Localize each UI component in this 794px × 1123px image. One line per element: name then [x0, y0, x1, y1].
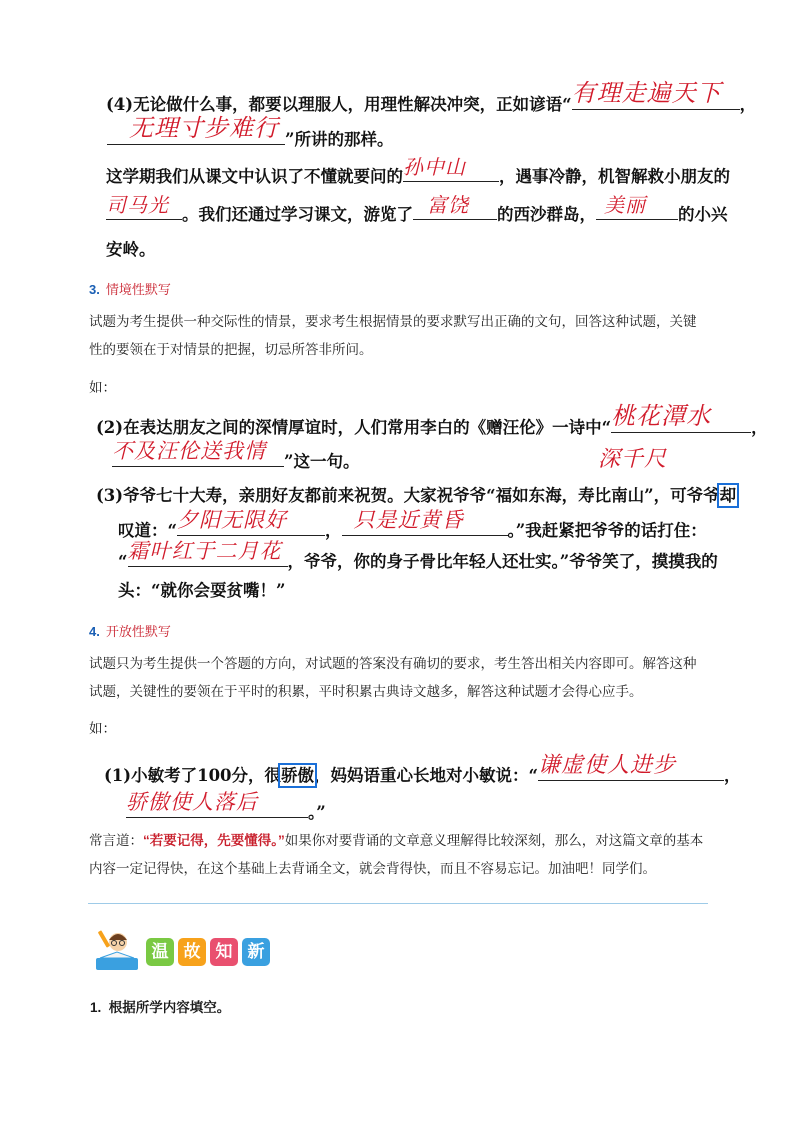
example4-line2: 无理寸步难行 ”所讲的那样。 [107, 126, 394, 150]
example4-line3: 这学期我们从课文中认识了不懂就要问的 孙中山 ，遇事冷静，机智解救小朋友的 [106, 163, 730, 187]
closing-paragraph: 常言道：“若要记得，先要懂得。”如果你对要背诵的文章意义理解得比较深刻，那么，对这篇文章的基本内容一定记得快，在这个基础上去背诵全文，就会背得快，而且不容易忘记。加油吧！同学们。 [89, 833, 704, 876]
section4-description: 试题只为考生提供一个答题的方向，对试题的答案没有确切的要求，考生答出相关内容即可。解答这种试题，关键性的要领在于平时的积累，平时积累古典诗文越多，解答这种试题才会得心应手。 [89, 656, 697, 699]
answer-blank [177, 508, 325, 536]
example4-line4: 司马光 。我们还通过学习课文，游览了 富饶 的西沙群岛， 美丽 的小兴 [106, 201, 728, 225]
handwritten-answer: 只是近黄昏 [353, 508, 464, 532]
banner-char-badge: 知 [210, 938, 238, 966]
handwritten-answer: 孙中山 [403, 155, 466, 179]
handwritten-answer: 不及汪伦送我情 [112, 439, 266, 463]
example4-line1: (4)无论做什么事，都要以理服人，用理性解决冲突，正如谚语“ 有理走遍天下 ， [106, 91, 756, 115]
handwritten-answer: 桃花潭水 [611, 402, 712, 430]
example4-line5: 安岭。 [106, 240, 156, 259]
question-1: 1. 根据所学内容填空。 [90, 1000, 231, 1015]
answer-blank [403, 155, 499, 182]
answer-blank [106, 193, 182, 220]
section3-heading: 3. 情境性默写 [89, 282, 171, 297]
example3-line2: 叹道：“ 夕阳无限好 ， 只是近黄昏 。”我赶紧把爷爷的话打住： [118, 517, 707, 541]
section-divider [88, 903, 708, 904]
banner-char-badge: 故 [178, 938, 206, 966]
section3-description: 试题为考生提供一种交际性的情景，要求考生根据情景的要求默写出正确的文句，回答这种试题，关键性的要领在于对情景的把握，切忌所答非所问。 [89, 314, 697, 357]
answer-blank [596, 193, 678, 220]
answer-blank [127, 539, 288, 567]
example2-overflow [598, 442, 667, 473]
answer-blank [126, 790, 308, 818]
handwritten-answer: 谦虚使人进步 [538, 753, 677, 778]
example1-line2: 骄傲使人落后 。” [126, 799, 326, 823]
student-reading-icon [92, 928, 142, 974]
section4-heading: 4. 开放性默写 [89, 624, 171, 639]
handwritten-answer: 霜叶红于二月花 [127, 539, 282, 563]
handwritten-answer: 有理走遍天下 [571, 79, 722, 107]
answer-blank [342, 508, 508, 536]
example-label: 如： [89, 380, 116, 395]
example2-line1: (2)在表达朋友之间的深情厚谊时，人们常用李白的《赠汪伦》一诗中“ 桃花潭水 ， [96, 414, 768, 438]
answer-blank [611, 402, 751, 433]
handwritten-answer: 富饶 [427, 193, 469, 217]
highlight-quote: “若要记得，先要懂得。” [143, 833, 285, 848]
example3-line3: “ 霜叶红于二月花 ，爷爷，你的身子骨比年轻人还壮实。”爷爷笑了，摸摸我的 [118, 548, 718, 572]
example-label: 如： [89, 721, 116, 736]
handwritten-answer: 骄傲使人落后 [126, 790, 258, 814]
answer-blank [413, 193, 497, 220]
handwritten-answer: 美丽 [604, 193, 646, 217]
answer-blank [571, 79, 740, 110]
boxed-word: 骄傲 [281, 766, 315, 785]
handwritten-answer: 夕阳无限好 [177, 508, 287, 532]
example1-line1: (1)小敏考了100分，很骄傲，妈妈语重心长地对小敏说：“ 谦虚使人进步 ， [104, 762, 741, 786]
example2-line2: 不及汪伦送我情 ”这一句。 [112, 448, 360, 472]
boxed-word: 却 [719, 486, 737, 505]
handwritten-answer: 无理寸步难行 [129, 114, 279, 142]
handwritten-answer: 司马光 [106, 193, 169, 217]
banner-char-badge: 新 [242, 938, 270, 966]
example3-line1: (3)爷爷七十大寿，亲朋好友都前来祝贺。大家祝爷爷“福如东海，寿比南山”，可爷爷却 [96, 486, 737, 505]
example3-line4: 头：“就你会耍贫嘴！” [118, 581, 286, 600]
handwritten-answer: 深千尺 [598, 447, 668, 472]
banner-char-badge: 温 [146, 938, 174, 966]
answer-blank [538, 753, 724, 781]
